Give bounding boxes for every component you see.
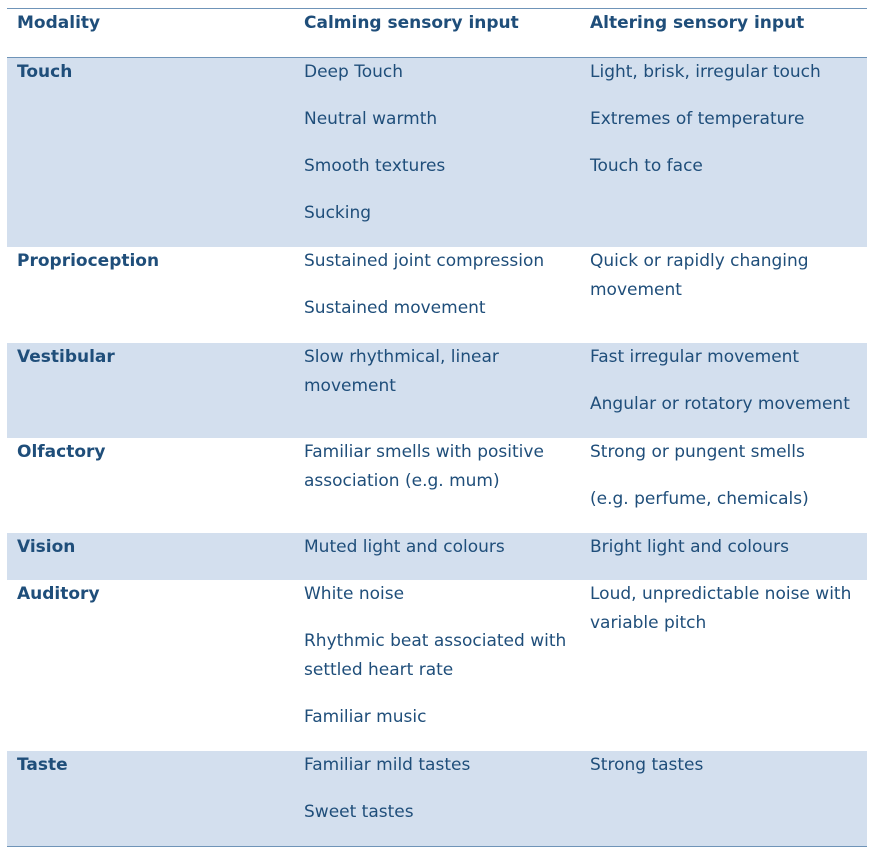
calming-item: Smooth textures <box>304 156 446 176</box>
table-body <box>7 58 867 846</box>
altering-item: (e.g. perfume, chemicals) <box>590 489 809 509</box>
calming-item: Familiar music <box>304 707 427 727</box>
altering-item: Extremes of temperature <box>590 109 805 129</box>
calming-cell <box>294 580 580 751</box>
modality-cell: Proprioception <box>17 251 160 271</box>
sensory-input-table <box>7 8 867 847</box>
calming-item: Sweet tastes <box>304 802 414 822</box>
calming-item: Familiar smells with positive association (e.g. mum) <box>304 442 544 491</box>
calming-cell <box>294 438 580 533</box>
calming-item: Sucking <box>304 203 372 223</box>
altering-cell <box>580 247 867 343</box>
calming-cell <box>294 533 580 580</box>
altering-item: Light, brisk, irregular touch <box>590 62 821 82</box>
calming-item: Deep Touch <box>304 62 403 82</box>
calming-item: Familiar mild tastes <box>304 755 471 775</box>
calming-cell <box>294 58 580 247</box>
table-row <box>7 751 867 846</box>
calming-item: Muted light and colours <box>304 537 505 557</box>
table-row <box>7 343 867 438</box>
altering-item: Bright light and colours <box>590 537 789 557</box>
header-row <box>7 9 867 58</box>
altering-item: Strong tastes <box>590 755 704 775</box>
altering-cell <box>580 580 867 751</box>
calming-cell <box>294 343 580 438</box>
header-calming: Calming sensory input <box>304 13 519 33</box>
calming-cell <box>294 247 580 343</box>
header-modality: Modality <box>17 13 101 33</box>
calming-item: Neutral warmth <box>304 109 438 129</box>
altering-item: Strong or pungent smells <box>590 442 805 462</box>
altering-item: Angular or rotatory movement <box>590 394 850 414</box>
modality-cell: Touch <box>17 62 73 82</box>
calming-item: Slow rhythmical, linear movement <box>304 347 499 396</box>
header-altering: Altering sensory input <box>590 13 805 33</box>
altering-cell <box>580 343 867 438</box>
altering-item: Loud, unpredictable noise with variable pitch <box>590 584 852 633</box>
table-row <box>7 438 867 533</box>
altering-item: Quick or rapidly changing movement <box>590 251 809 300</box>
modality-cell: Vision <box>17 537 76 557</box>
calming-item: Rhythmic beat associated with settled heart rate <box>304 631 567 680</box>
altering-cell <box>580 751 867 846</box>
table-row <box>7 580 867 751</box>
modality-cell: Taste <box>17 755 68 775</box>
modality-cell: Vestibular <box>17 347 115 367</box>
calming-cell <box>294 751 580 846</box>
altering-item: Fast irregular movement <box>590 347 800 367</box>
modality-cell: Olfactory <box>17 442 106 462</box>
calming-item: Sustained movement <box>304 298 486 318</box>
calming-item: Sustained joint compression <box>304 251 545 271</box>
altering-cell <box>580 533 867 580</box>
table-row <box>7 247 867 343</box>
altering-item: Touch to face <box>590 156 703 176</box>
altering-cell <box>580 58 867 247</box>
table-row <box>7 533 867 580</box>
modality-cell: Auditory <box>17 584 100 604</box>
altering-cell <box>580 438 867 533</box>
table-row <box>7 58 867 247</box>
calming-item: White noise <box>304 584 405 604</box>
